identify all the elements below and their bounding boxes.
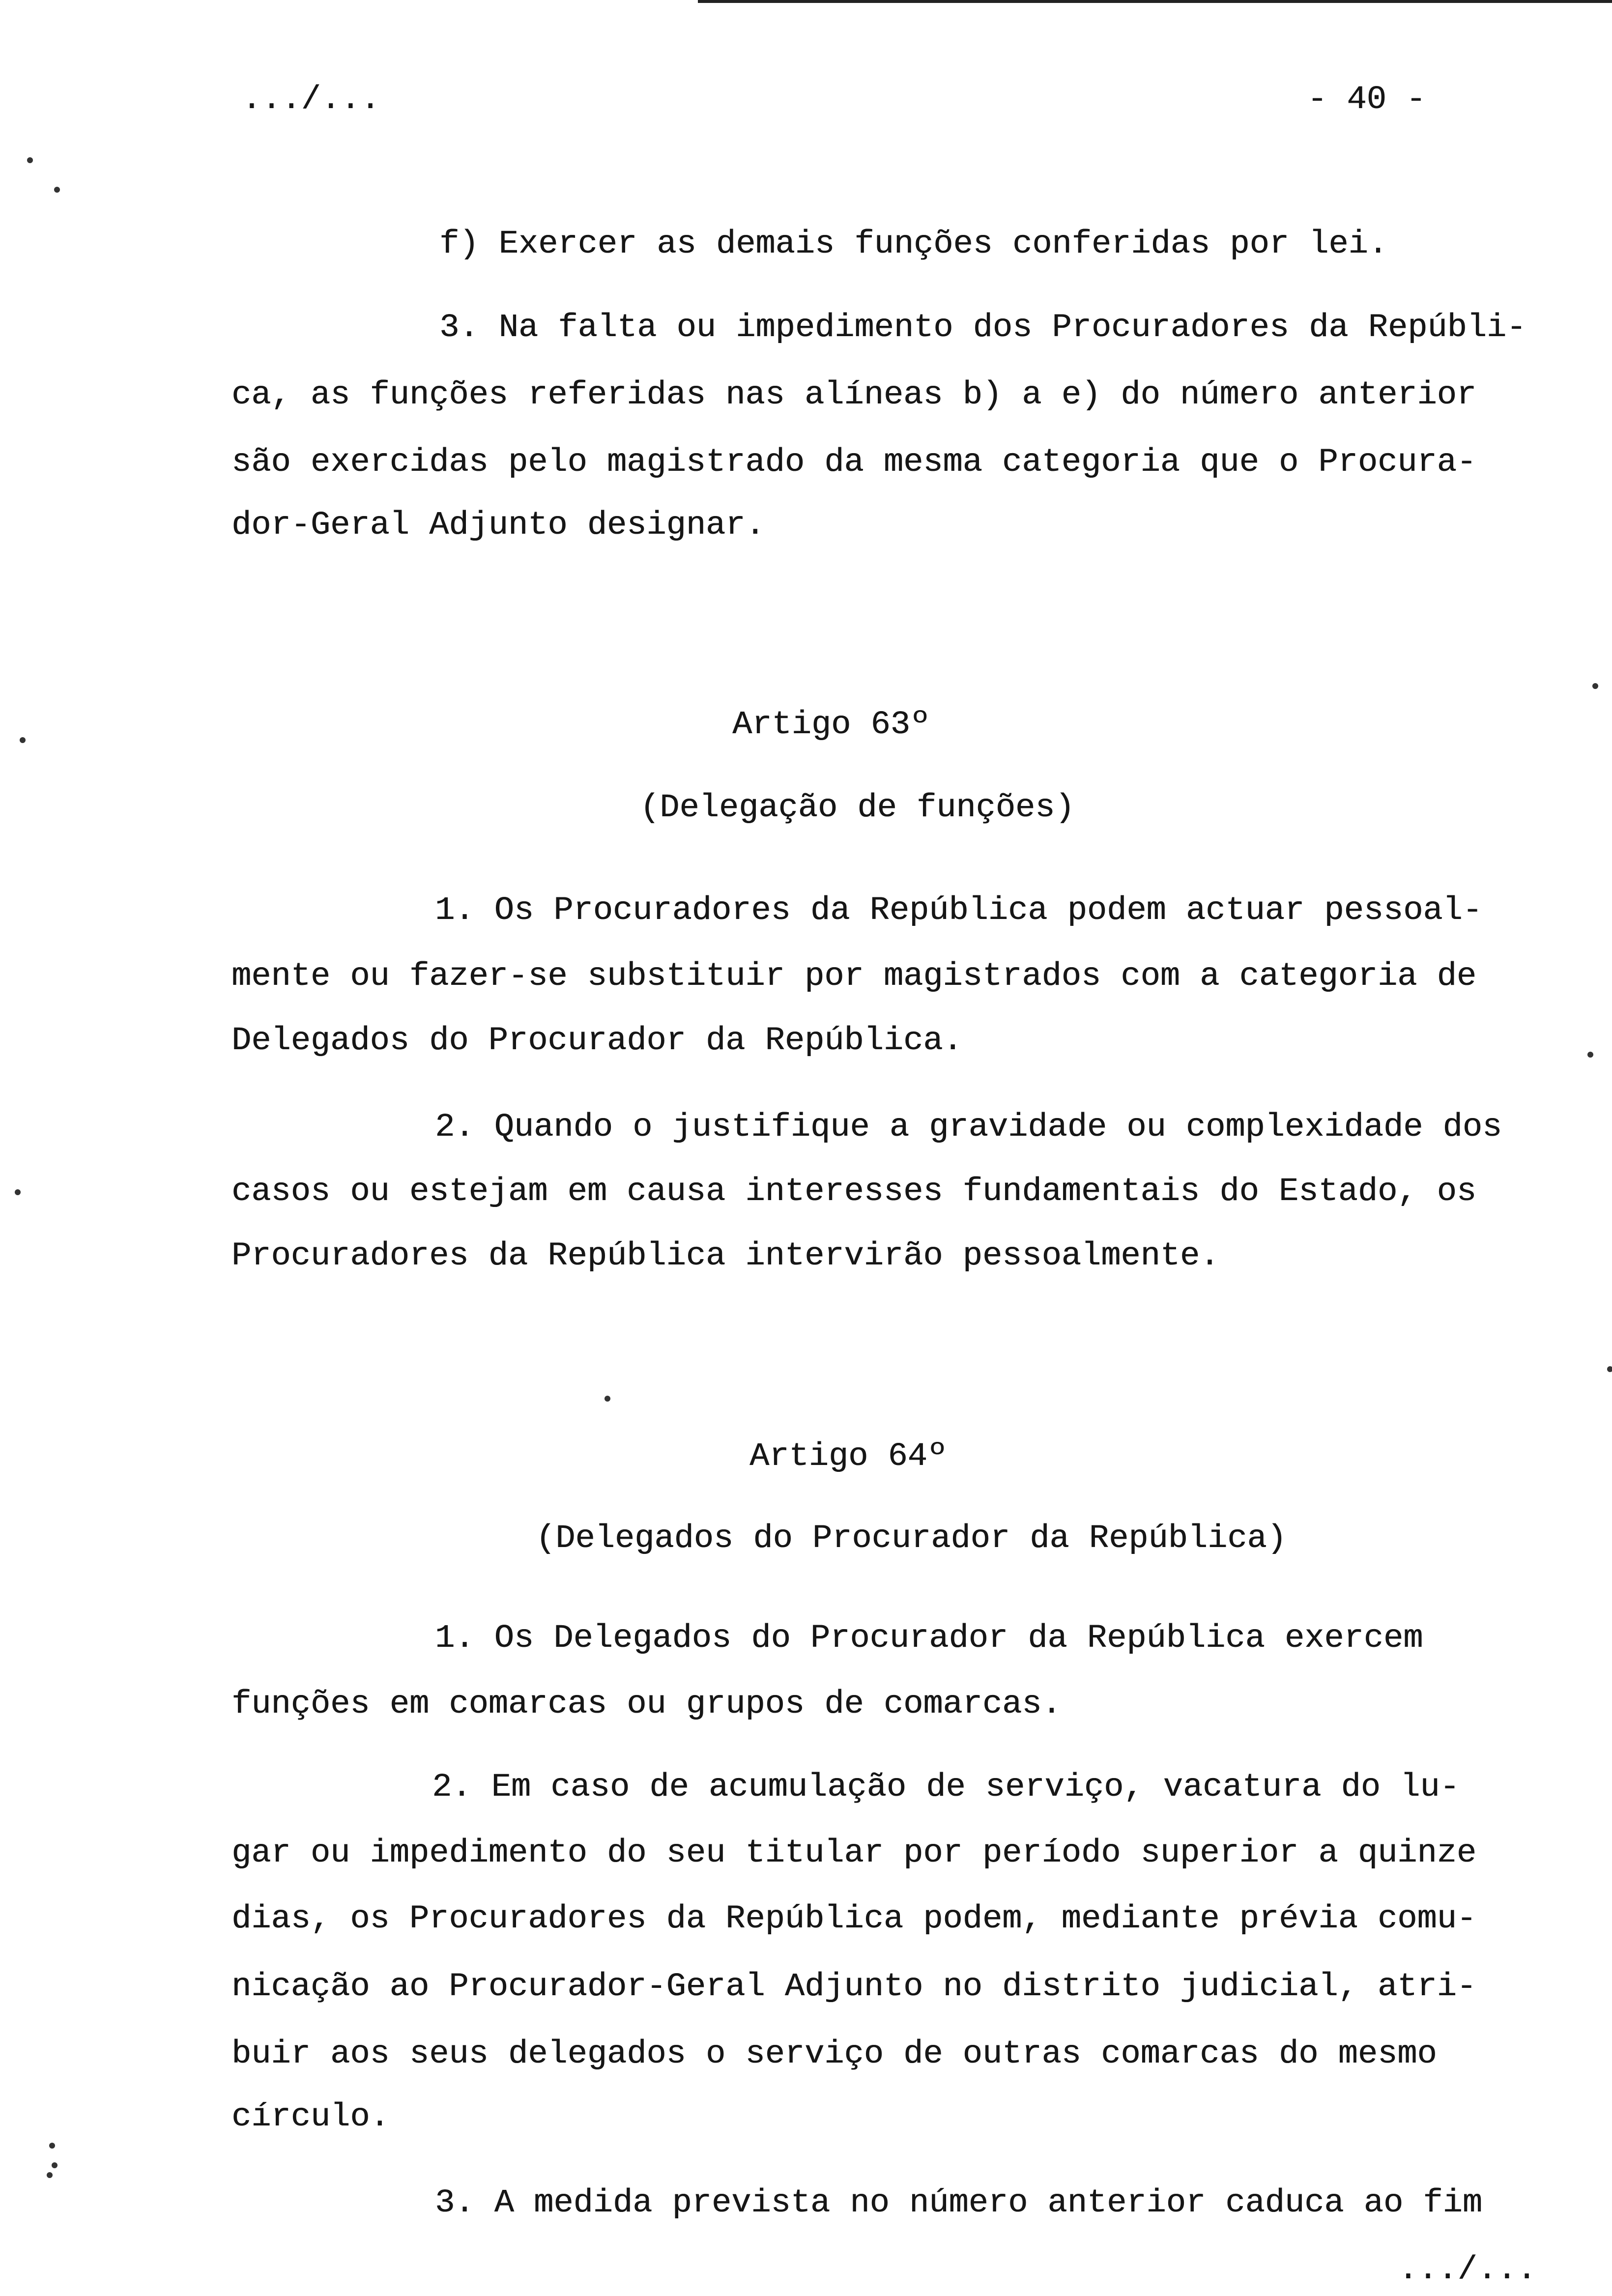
para-1-line: Delegados do Procurador da República. — [231, 1022, 963, 1060]
page-number: - 40 - — [1307, 81, 1426, 118]
para-2-line: buir aos seus delegados o serviço de outras comarcas do mesmo — [231, 2036, 1437, 2073]
para-1-line: funções em comarcas ou grupos de comarcas. — [231, 1686, 1062, 1723]
para-1-line: 1. Os Delegados do Procurador da República exercem — [435, 1620, 1423, 1657]
para-3-line: ca, as funções referidas nas alíneas b) a e) do número anterior — [231, 376, 1477, 414]
article-64-heading: Artigo 64º — [749, 1438, 948, 1475]
article-63-heading: Artigo 63º — [732, 706, 930, 744]
scan-speck — [52, 2162, 58, 2168]
scan-speck — [604, 1396, 610, 1402]
para-3-line: dor-Geral Adjunto designar. — [231, 507, 765, 544]
footer-continued-marker: .../... — [1398, 2251, 1537, 2289]
article-63-title: (Delegação de funções) — [640, 789, 1075, 827]
para-1-line: mente ou fazer-se substituir por magistrados com a categoria de — [231, 958, 1477, 995]
para-2-line: 2. Em caso de acumulação de serviço, vacatura do lu- — [432, 1769, 1460, 1806]
para-1-line: 1. Os Procuradores da República podem actuar pessoal- — [435, 892, 1482, 929]
scan-speck — [27, 157, 33, 163]
para-2-line: nicação ao Procurador-Geral Adjunto no distrito judicial, atri- — [231, 1968, 1477, 2006]
para-2-line: gar ou impedimento do seu titular por período superior a quinze — [231, 1835, 1477, 1872]
para-3-line: 3. Na falta ou impedimento dos Procuradores da Repúbli- — [439, 309, 1526, 346]
para-item-f: f) Exercer as demais funções conferidas por lei. — [439, 226, 1388, 263]
scan-speck — [49, 2143, 55, 2149]
scan-speck — [15, 1189, 21, 1195]
para-2-line: casos ou estejam em causa interesses fundamentais do Estado, os — [231, 1173, 1477, 1210]
scan-speck — [1592, 683, 1598, 689]
scan-speck — [1587, 1052, 1593, 1058]
para-2-line: 2. Quando o justifique a gravidade ou complexidade dos — [435, 1109, 1502, 1146]
header-continued-marker: .../... — [242, 81, 380, 118]
top-scan-edge — [698, 0, 1612, 3]
para-3-line: são exercidas pelo magistrado da mesma categoria que o Procura- — [231, 444, 1477, 481]
scan-speck — [1607, 1366, 1612, 1372]
article-64-title: (Delegados do Procurador da República) — [536, 1520, 1287, 1557]
para-2-line: dias, os Procuradores da República podem, mediante prévia comu- — [231, 1900, 1477, 1938]
scan-speck — [47, 2172, 53, 2178]
scan-speck — [20, 737, 26, 743]
para-2-line: Procuradores da República intervirão pessoalmente. — [231, 1237, 1220, 1275]
para-3-line: 3. A medida prevista no número anterior caduca ao fim — [435, 2184, 1482, 2222]
para-2-line: círculo. — [231, 2098, 390, 2136]
scan-speck — [54, 187, 60, 193]
